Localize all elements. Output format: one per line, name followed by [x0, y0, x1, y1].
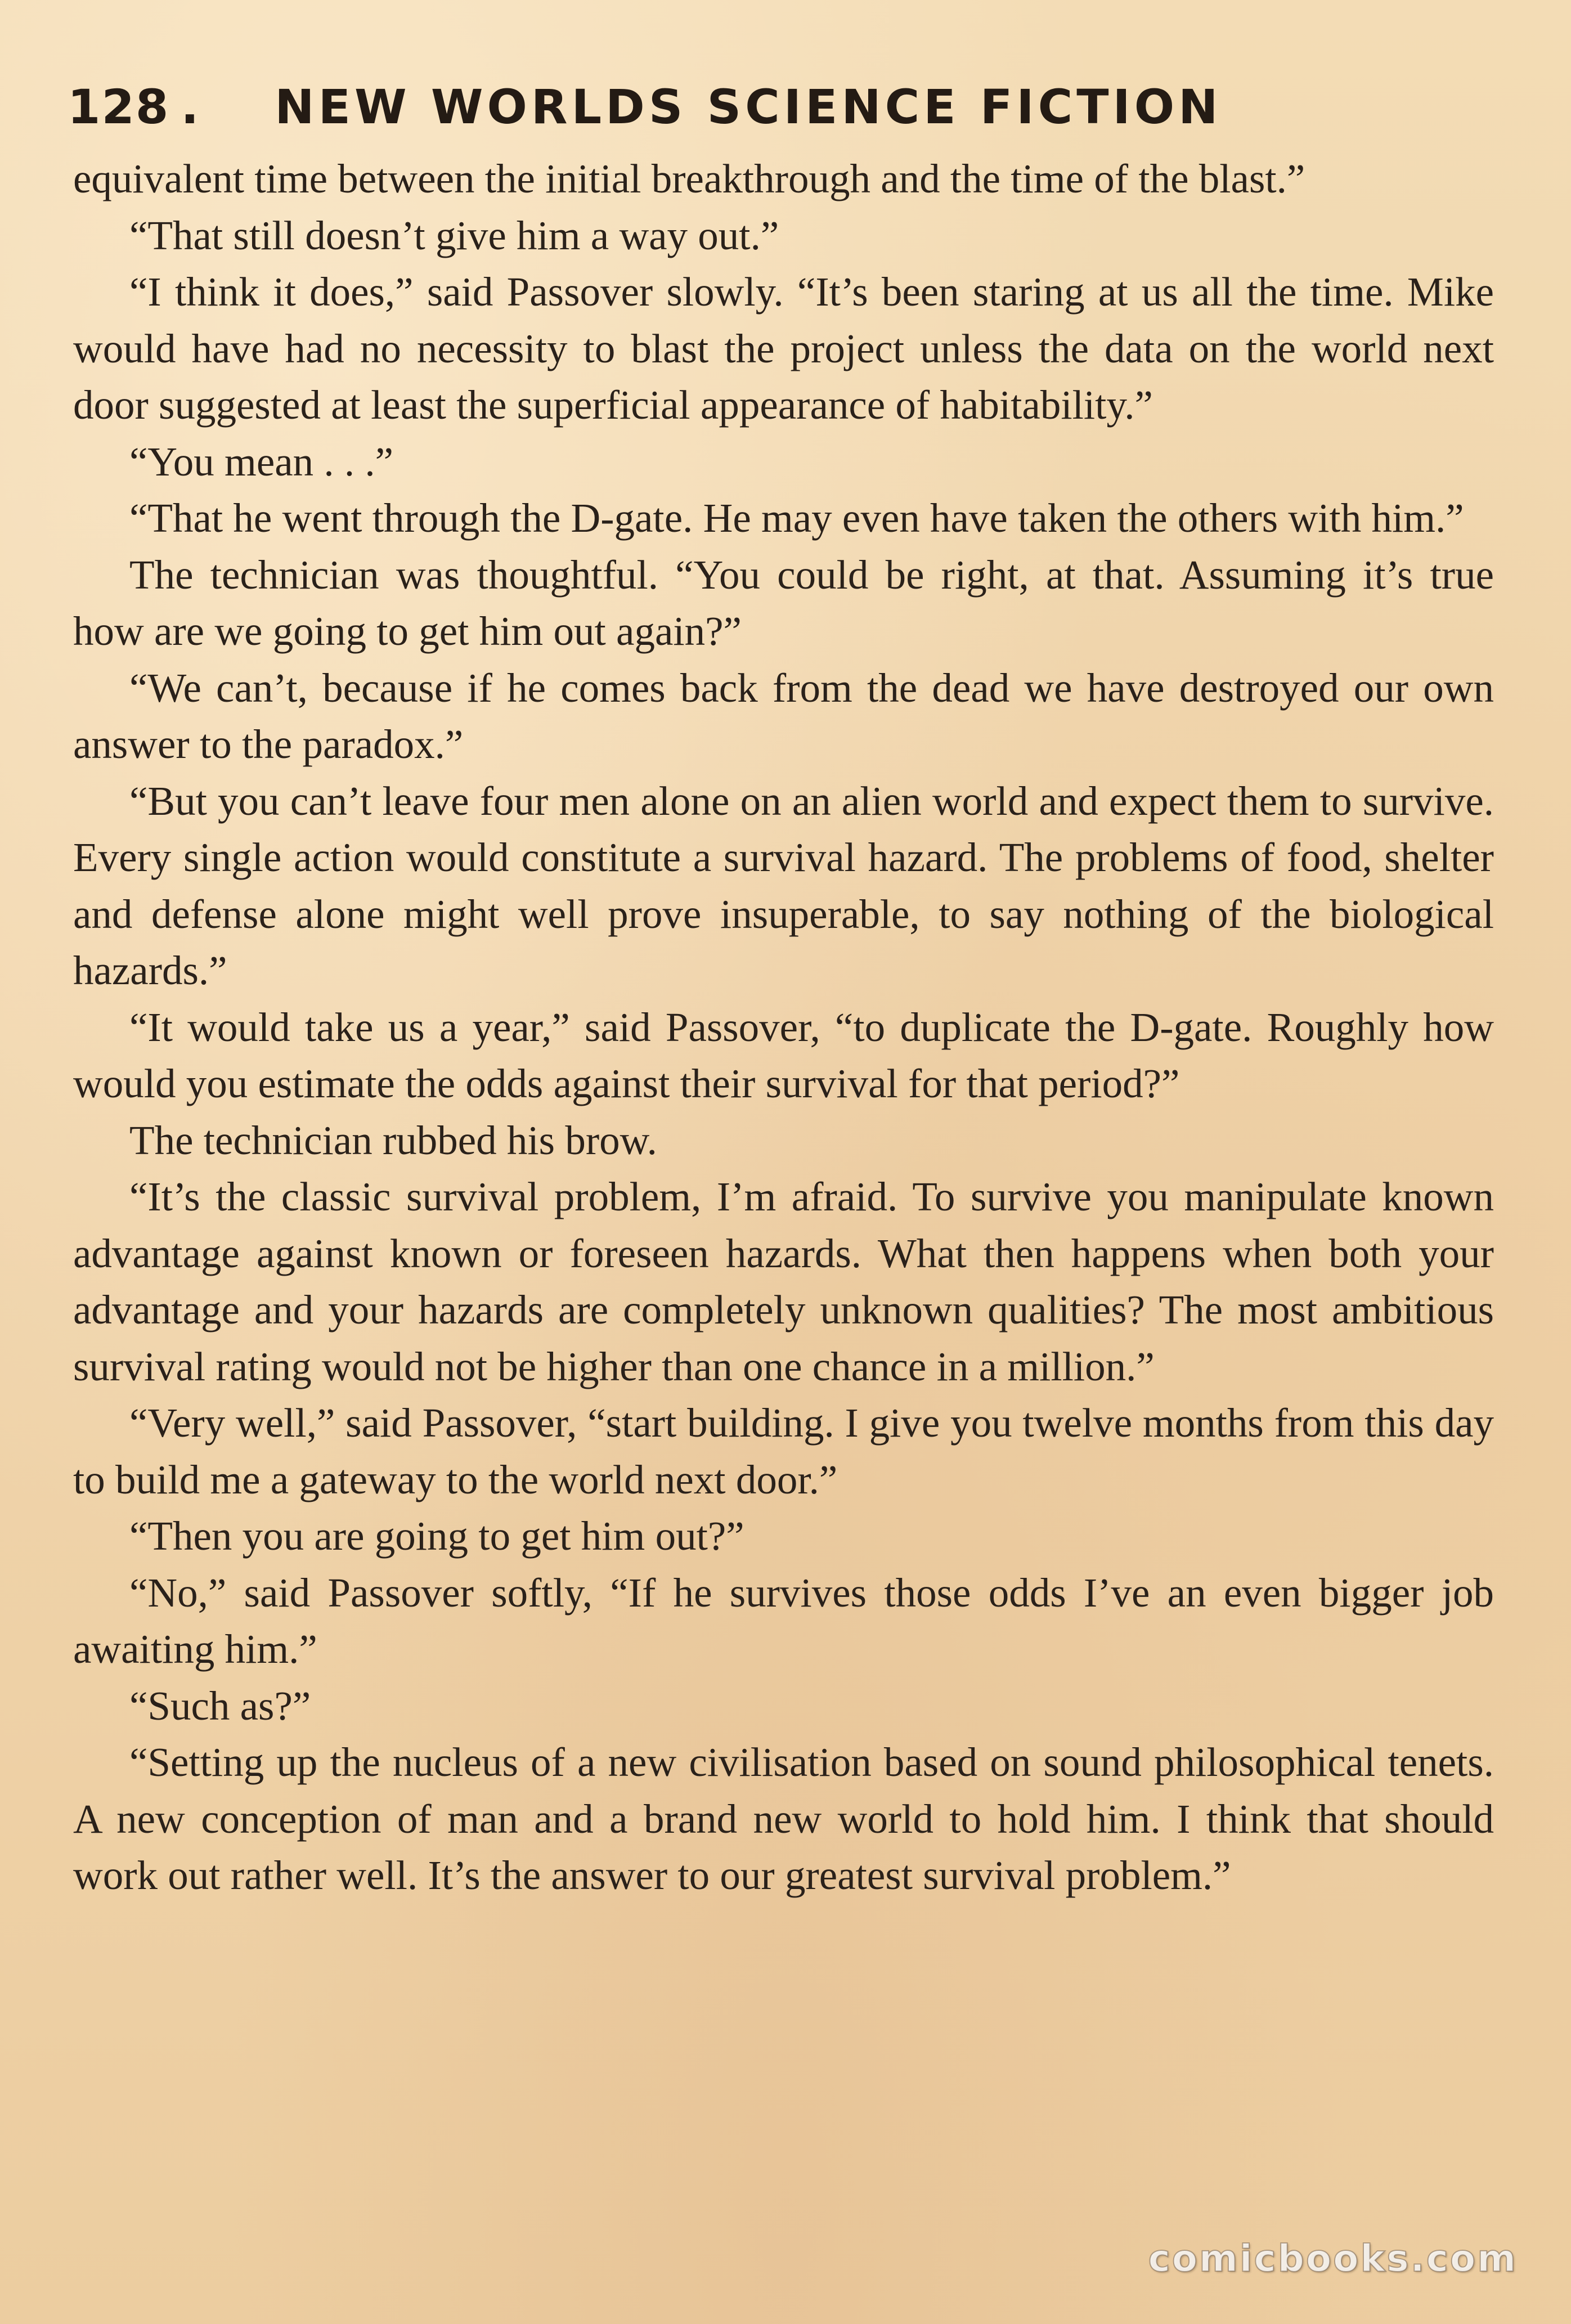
- page-number: 128: [68, 79, 170, 134]
- paragraph: “That he went through the D-gate. He may even have taken the others with him.”: [129, 495, 1464, 541]
- running-title: NEW WORLDS SCIENCE FICTION: [275, 79, 1222, 134]
- paragraph: “No,” said Passover softly, “If he survives those odds I’ve an even bigger job awaiting him.”: [73, 1569, 1494, 1672]
- paragraph: “Then you are going to get him out?”: [129, 1513, 744, 1559]
- paragraph: “It would take us a year,” said Passover, “to duplicate the D-gate. Roughly how would you estimate the odds against their survival for that period?”: [73, 1004, 1494, 1106]
- paragraph: equivalent time between the initial breakthrough and the time of the blast.”: [73, 156, 1305, 201]
- paragraph: “It’s the classic survival problem, I’m afraid. To survive you manipulate known advantage against known or foreseen hazards. What then happens when both your advantage and your hazards are completely unknown qualities? The most ambitious survival rating would not be higher than one chance in a million.”: [73, 1174, 1494, 1389]
- paragraph: “That still doesn’t give him a way out.”: [129, 212, 779, 258]
- story-text: [73, 151, 1494, 1904]
- paragraph: “Such as?”: [129, 1683, 311, 1729]
- paragraph: The technician rubbed his brow.: [129, 1117, 657, 1163]
- page-header: [68, 79, 1222, 135]
- paragraph: “Very well,” said Passover, “start building. I give you twelve months from this day to build me a gateway to the world next door.”: [73, 1400, 1494, 1502]
- paragraph: The technician was thoughtful. “You could be right, at that. Assuming it’s true how are we going to get him out again?”: [73, 551, 1494, 654]
- paragraph: “We can’t, because if he comes back from the dead we have destroyed our own answer to the paradox.”: [73, 665, 1494, 767]
- site-watermark: comicbooks.com: [1148, 2237, 1518, 2280]
- paragraph: “But you can’t leave four men alone on an alien world and expect them to survive. Every single action would constitute a survival hazard. The problems of food, shelter and defense alone might well prove insuperable, to say nothing of the biological hazards.”: [73, 778, 1494, 993]
- paragraph: “You mean . . .”: [129, 438, 394, 484]
- paragraph: “I think it does,” said Passover slowly. “It’s been staring at us all the time. Mike would have had no necessity to blast the project unless the data on the world next door suggested at least the superficial appearance of habitability.”: [73, 269, 1494, 428]
- paragraph: “Setting up the nucleus of a new civilisation based on sound philosophical tenets. A new conception of man and a brand new world to hold him. I think that should work out rather well. It’s the answer to our greatest survival problem.”: [73, 1739, 1494, 1898]
- header-dot: .: [181, 79, 199, 134]
